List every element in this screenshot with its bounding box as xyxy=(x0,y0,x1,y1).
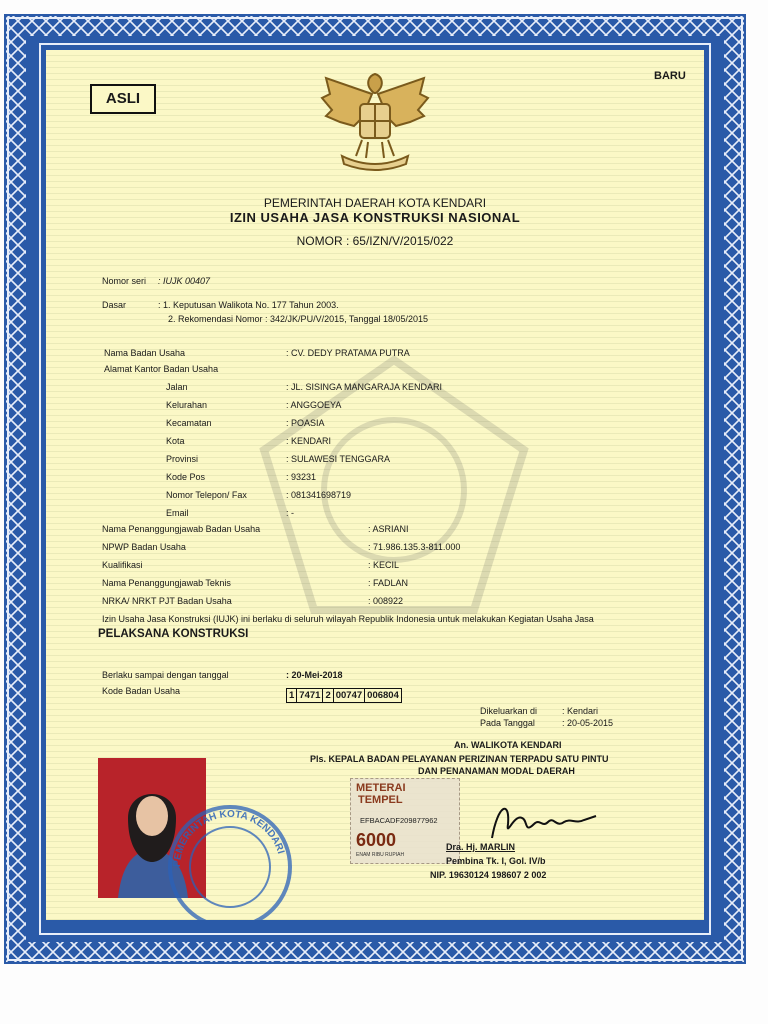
meterai-subtitle: TEMPEL xyxy=(358,794,403,806)
business-code-part: 00747 xyxy=(334,689,365,702)
field-label: Kualifikasi xyxy=(102,560,143,570)
garuda-emblem-icon xyxy=(316,64,434,172)
issued-date-value: : 20-05-2015 xyxy=(562,718,614,728)
field-label: Alamat Kantor Badan Usaha xyxy=(104,364,219,374)
meterai-amount-words: ENAM RIBU RUPIAH xyxy=(356,852,405,858)
field-value: : 71.986.135.3-811.000 xyxy=(368,542,461,552)
signatory-rank: Pembina Tk. I, Gol. IV/b xyxy=(446,856,546,866)
signatory-line-3: DAN PENANAMAN MODAL DAERAH xyxy=(418,766,575,776)
field-label: Nama Badan Usaha xyxy=(104,348,186,358)
basis-label: Dasar xyxy=(102,300,127,310)
signatory-nip: NIP. 19630124 198607 2 002 xyxy=(430,870,547,880)
field-value: : 93231 xyxy=(286,472,317,482)
valid-until-value: : 20-Mei-2018 xyxy=(286,670,343,680)
field-value: : ANGGOEYA xyxy=(286,400,342,410)
signatory-line-2: Pls. KEPALA BADAN PELAYANAN PERIZINAN TERPADU SATU PINTU xyxy=(310,754,609,764)
business-code-box xyxy=(286,688,402,703)
issued-at-label: Dikeluarkan di xyxy=(480,706,538,716)
field-value: : KENDARI xyxy=(286,436,332,446)
validity-statement: Izin Usaha Jasa Konstruksi (IUJK) ini berlaku di seluruh wilayah Republik Indonesia untuk melakukan Kegiatan Usaha Jasa xyxy=(102,614,594,624)
meterai-amount: 6000 xyxy=(356,830,397,850)
field-label: NPWP Badan Usaha xyxy=(102,542,186,552)
signatory-name: Dra. Hj. MARLIN xyxy=(446,842,516,852)
meterai-title: METERAI xyxy=(356,782,406,794)
field-label: Kelurahan xyxy=(166,400,208,410)
basis-item-2: 2. Rekomendasi Nomor : 342/JK/PU/V/2015, Tanggal 18/05/2015 xyxy=(168,314,428,324)
field-value: : SULAWESI TENGGARA xyxy=(286,454,391,464)
meterai-code: EFBACADF209877962 xyxy=(360,816,438,825)
serial-label: Nomor seri xyxy=(102,276,147,286)
field-label: Email xyxy=(166,508,189,518)
field-value: : 081341698719 xyxy=(286,490,352,500)
field-label: Jalan xyxy=(166,382,188,392)
document-title: IZIN USAHA JASA KONSTRUKSI NASIONAL xyxy=(229,210,521,225)
field-label: Kecamatan xyxy=(166,418,212,428)
field-value: : POASIA xyxy=(286,418,325,428)
document-number: NOMOR : 65/IZN/V/2015/022 xyxy=(296,234,454,248)
issuer-heading: PEMERINTAH DAERAH KOTA KENDARI xyxy=(263,196,487,210)
issued-date-label: Pada Tanggal xyxy=(480,718,535,728)
stamp-text: PEMERINTAH KOTA KENDARI xyxy=(171,808,287,868)
certificate-paper xyxy=(46,50,704,920)
business-code-label: Kode Badan Usaha xyxy=(102,686,181,696)
handwritten-signature xyxy=(484,794,604,846)
business-code-part: 1 xyxy=(287,689,297,702)
field-value: : KECIL xyxy=(368,560,400,570)
revenue-stamp xyxy=(350,778,458,862)
field-value: : CV. DEDY PRATAMA PUTRA xyxy=(286,348,410,358)
field-label: Provinsi xyxy=(166,454,199,464)
field-value: : - xyxy=(286,508,294,518)
field-label: Kota xyxy=(166,436,185,446)
field-value: : JL. SISINGA MANGARAJA KENDARI xyxy=(286,382,443,392)
original-badge: ASLI xyxy=(90,84,156,114)
business-code-part: 7471 xyxy=(297,689,323,702)
issued-at-value: : Kendari xyxy=(562,706,599,716)
field-label: NRKA/ NRKT PJT Badan Usaha xyxy=(102,596,232,606)
field-label: Nama Penanggungjawab Badan Usaha xyxy=(102,524,261,534)
field-value: : ASRIANI xyxy=(368,524,409,534)
official-stamp xyxy=(164,802,296,920)
field-label: Nomor Telepon/ Fax xyxy=(166,490,247,500)
business-category: PELAKSANA KONSTRUKSI xyxy=(98,628,249,640)
new-label: BARU xyxy=(654,70,686,82)
business-code-part: 2 xyxy=(323,689,333,702)
basis-item-1: : 1. Keputusan Walikota No. 177 Tahun 2003. xyxy=(158,300,339,310)
field-label: Kode Pos xyxy=(166,472,206,482)
field-value: : 008922 xyxy=(368,596,404,606)
valid-until-label: Berlaku sampai dengan tanggal xyxy=(102,670,229,680)
field-label: Nama Penanggungjawab Teknis xyxy=(102,578,231,588)
field-value: : FADLAN xyxy=(368,578,409,588)
business-code-part: 006804 xyxy=(367,690,399,701)
signatory-line-1: An. WALIKOTA KENDARI xyxy=(454,740,562,750)
serial-value: : IUJK 00407 xyxy=(158,276,211,286)
